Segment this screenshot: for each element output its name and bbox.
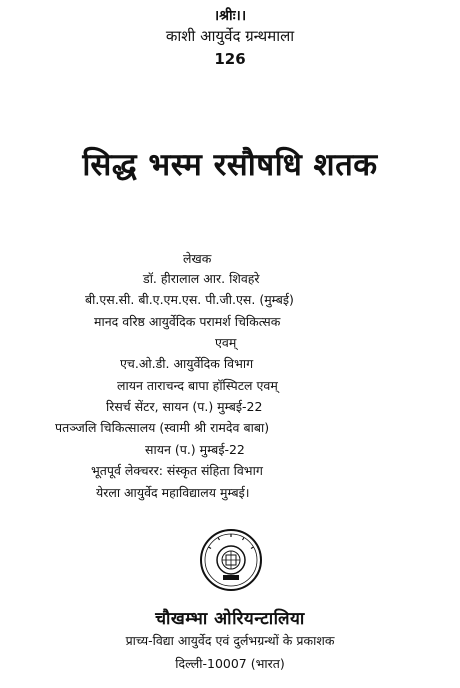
- publisher-address: दिल्ली-10007 (भारत): [175, 656, 285, 671]
- conjunction-evam: एवम्: [215, 335, 237, 350]
- publisher-tagline: प्राच्य-विद्या आयुर्वेद एवं दुर्लभग्रन्थों के प्रकाशक: [125, 633, 335, 648]
- college-name: येरला आयुर्वेद महाविद्यालय मुम्बई।: [96, 485, 250, 500]
- patanjali-clinic: पतञ्जलि चिकित्सालय (स्वामी श्री रामदेव बाबा): [55, 420, 270, 435]
- hospital-name: लायन ताराचन्द बापा हॉस्पिटल एवम्: [117, 378, 278, 393]
- author-role: मानद वरिष्ठ आयुर्वेदिक परामर्श चिकित्सक: [94, 314, 281, 329]
- publisher-seal-icon: [199, 528, 263, 592]
- author-label: लेखक: [183, 251, 212, 266]
- research-center: रिसर्च सेंटर, सायन (प.) मुम्बई-22: [106, 399, 263, 414]
- invocation: ।श्रीः।।: [213, 8, 247, 24]
- book-title: सिद्ध भस्म रसौषधि शतक: [82, 147, 378, 183]
- author-degrees: बी.एस.सी. बी.ए.एम.एस. पी.जी.एस. (मुम्बई): [85, 292, 294, 307]
- former-lecturer: भूतपूर्व लेक्चरर: संस्कृत संहिता विभाग: [91, 463, 263, 478]
- series-number: 126: [214, 50, 246, 68]
- patanjali-location: सायन (प.) मुम्बई-22: [145, 442, 245, 457]
- publisher-name: चौखम्भा ओरियन्टालिया: [155, 609, 305, 629]
- hod-department: एच.ओ.डी. आयुर्वेदिक विभाग: [120, 356, 254, 371]
- author-name: डॉ. हीरालाल आर. शिवहरे: [143, 271, 260, 286]
- series-name: काशी आयुर्वेद ग्रन्थमाला: [165, 27, 295, 45]
